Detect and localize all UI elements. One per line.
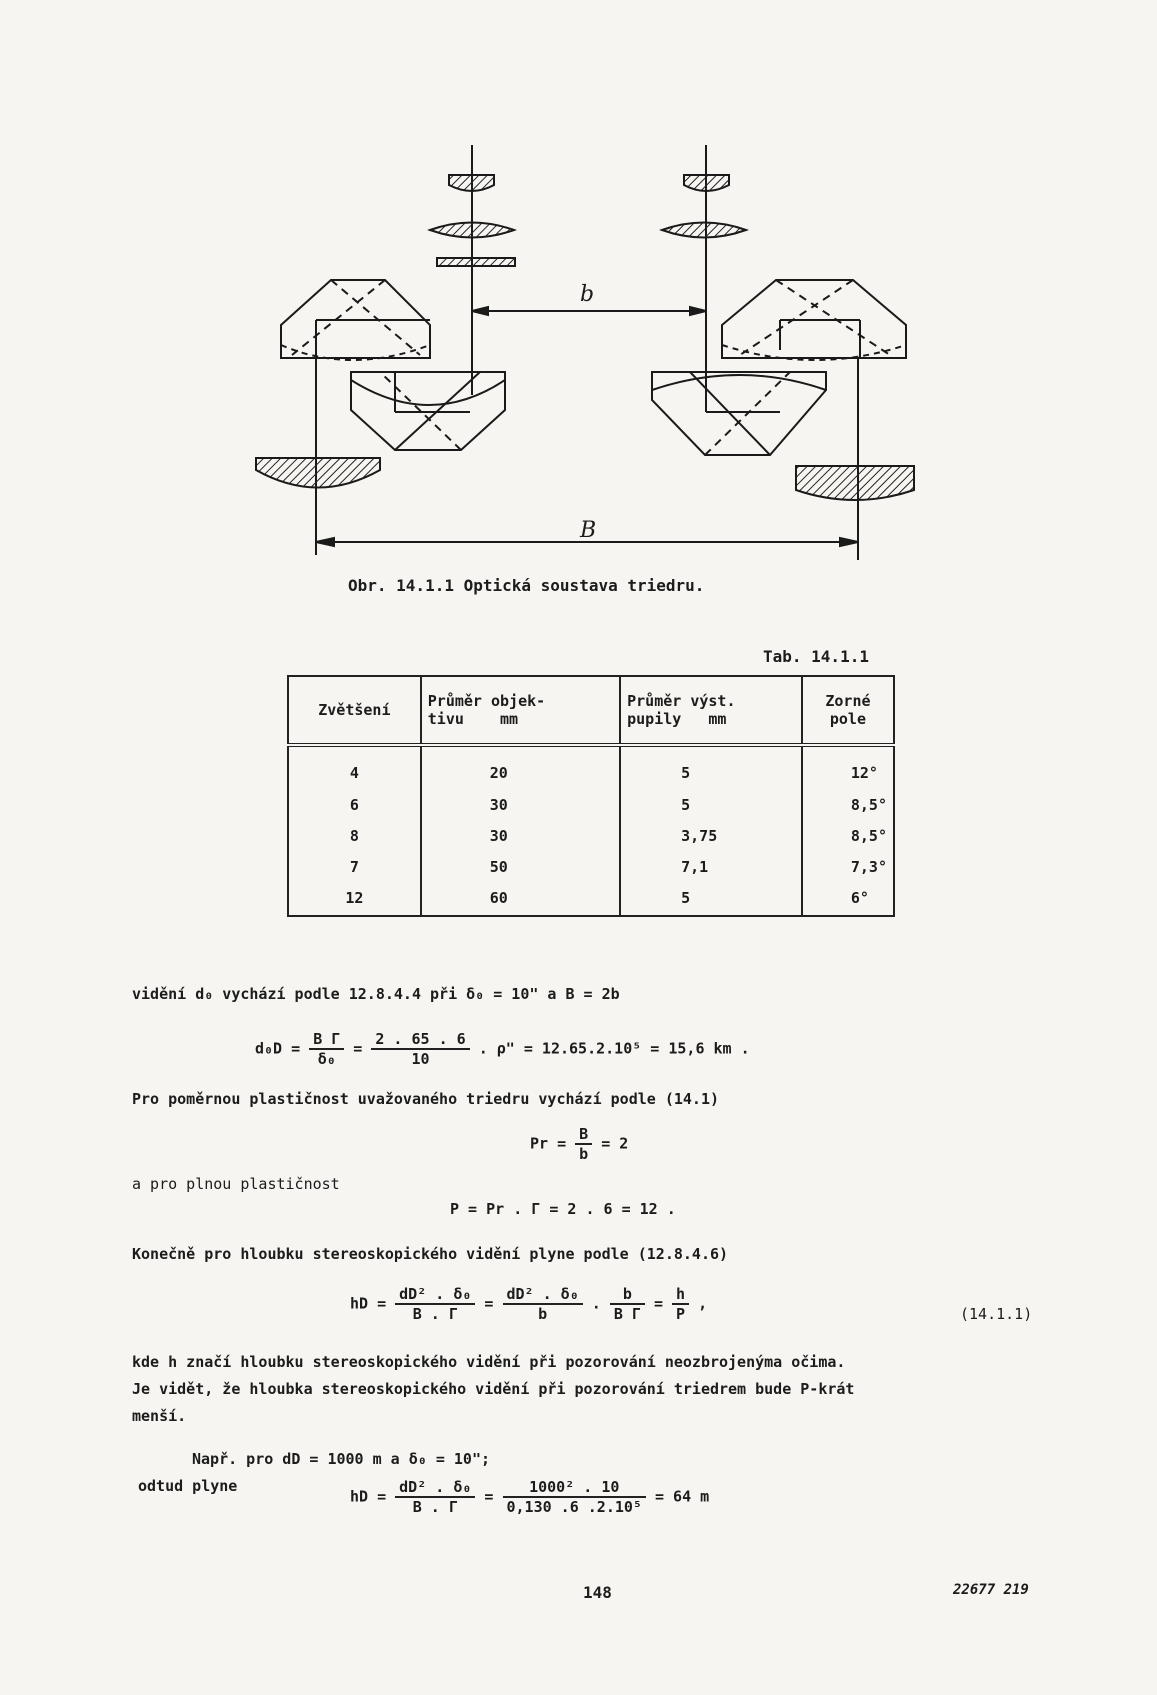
cell: 7 bbox=[288, 853, 421, 884]
text-line: kde h značí hloubku stereoskopického vidění při pozorování neozbrojenýma očima. bbox=[132, 1353, 846, 1371]
eq1-rest: . ρ" = 12.65.2.10⁵ = 15,6 km . bbox=[478, 1039, 750, 1058]
text-line: Je vidět, že hloubka stereoskopického vidění při pozorování triedrem bude P-krát bbox=[132, 1380, 855, 1398]
cell: 12° bbox=[802, 745, 894, 791]
text-line: a pro plnou plastičnost bbox=[132, 1175, 340, 1193]
label-small-b: b bbox=[580, 282, 595, 307]
header-exit-pupil: Průměr výst. pupily mm bbox=[620, 676, 802, 745]
equation-5: hD = $\frac{\text{dD² . δ₀}}{B . \Gamma}$ = $\frac{\text{1000² . 10}}{\text{0,130 .6 .2.10⁵}}$ = 64 m bbox=[350, 1478, 710, 1516]
cell: 30 bbox=[421, 822, 620, 853]
table-row bbox=[288, 884, 894, 916]
eq1-fraction-2: $\frac{2 . 65 . 6}{10}$ bbox=[371, 1030, 469, 1068]
table-label: Tab. 14.1.1 bbox=[763, 647, 869, 666]
header-objective-diameter: Průměr objek- tivu mm bbox=[421, 676, 620, 745]
header-field-of-view: Zorné pole bbox=[802, 676, 894, 745]
figure-caption: Obr. 14.1.1 Optická soustava triedru. bbox=[348, 576, 705, 595]
cell: 7,3° bbox=[802, 853, 894, 884]
cell: 8,5° bbox=[802, 791, 894, 822]
right-eyepiece-lens-1 bbox=[684, 175, 729, 191]
text-line: odtud plyne bbox=[138, 1477, 238, 1495]
left-eyepiece-plate bbox=[437, 258, 515, 266]
spec-table bbox=[287, 675, 895, 917]
text-line: Pro poměrnou plastičnost uvažovaného triedru vychází podle (14.1) bbox=[132, 1090, 719, 1108]
equation-2: Pr = $\frac{B}{b}$ = 2 bbox=[530, 1125, 629, 1163]
equation-1: d₀D = $\frac{\text{B Γ}}{\text{δ₀}}$ = $\frac{2 . 65 . 6}{10}$ . ρ" = 12.65.2.10⁵ = 15,6 km . bbox=[255, 1030, 750, 1068]
cell: 5 bbox=[620, 791, 802, 822]
eq1-fraction-1: $\frac{\text{B Γ}}{\text{δ₀}}$ bbox=[309, 1030, 344, 1068]
table-row bbox=[288, 745, 894, 791]
table-row bbox=[288, 822, 894, 853]
cell: 8,5° bbox=[802, 822, 894, 853]
text-line: vidění d₀ vychází podle 12.8.4.4 při δ₀ = 10" a B = 2b bbox=[132, 985, 620, 1003]
cell: 5 bbox=[620, 884, 802, 916]
cell: 20 bbox=[421, 745, 620, 791]
optical-diagram bbox=[0, 0, 1157, 600]
cell: 5 bbox=[620, 745, 802, 791]
left-eyepiece-lens-1 bbox=[449, 175, 494, 191]
cell: 50 bbox=[421, 853, 620, 884]
cell: 3,75 bbox=[620, 822, 802, 853]
text-line: Např. pro dD = 1000 m a δ₀ = 10"; bbox=[192, 1450, 491, 1468]
left-objective bbox=[256, 458, 380, 488]
table-row bbox=[288, 853, 894, 884]
table-row bbox=[288, 791, 894, 822]
right-objective bbox=[796, 466, 914, 500]
print-code: 22677 219 bbox=[953, 1582, 1029, 1598]
header-magnification: Zvětšení bbox=[288, 676, 421, 745]
left-eyepiece-lens-2 bbox=[430, 223, 514, 238]
cell: 6° bbox=[802, 884, 894, 916]
equation-3: P = Pr . Γ = 2 . 6 = 12 . bbox=[450, 1200, 676, 1218]
cell: 12 bbox=[288, 884, 421, 916]
text-line: Konečně pro hloubku stereoskopického vidění plyne podle (12.8.4.6) bbox=[132, 1245, 729, 1263]
cell: 60 bbox=[421, 884, 620, 916]
cell: 8 bbox=[288, 822, 421, 853]
right-lower-prism bbox=[652, 372, 826, 455]
label-big-b: B bbox=[580, 518, 597, 543]
cell: 7,1 bbox=[620, 853, 802, 884]
cell: 6 bbox=[288, 791, 421, 822]
equation-4: hD = $\frac{\text{dD² . δ₀}}{B . \Gamma}$ = $\frac{\text{dD² . δ₀}}{b}$ . $\frac{b}{\text{B Γ}}$ = $\frac{h}{P}$ , bbox=[350, 1285, 708, 1323]
page-number: 148 bbox=[583, 1583, 612, 1602]
eq1-lhs: d₀D = bbox=[255, 1039, 301, 1058]
cell: 30 bbox=[421, 791, 620, 822]
equation-number: (14.1.1) bbox=[960, 1305, 1033, 1323]
right-eyepiece-lens-2 bbox=[662, 223, 746, 238]
text-line: menší. bbox=[132, 1407, 187, 1425]
cell: 4 bbox=[288, 745, 421, 791]
